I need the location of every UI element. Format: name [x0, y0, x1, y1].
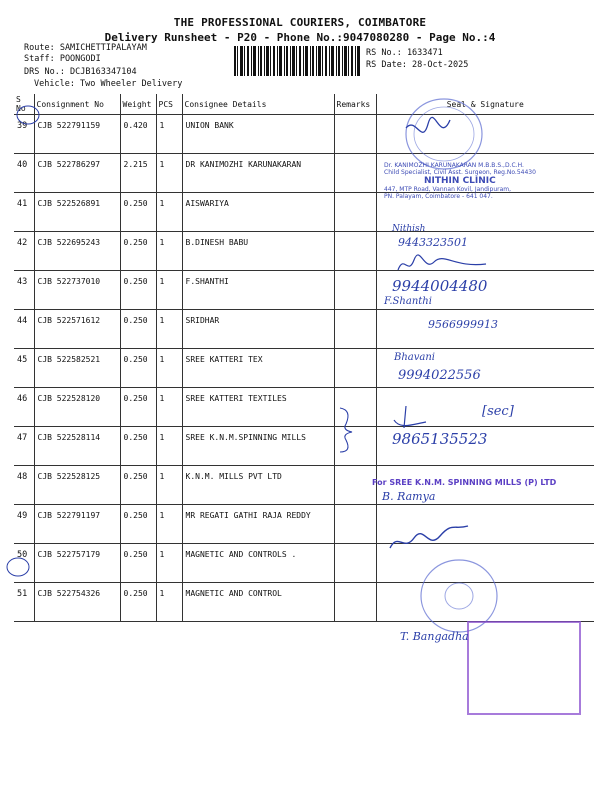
clinic-stamp-addr1: 447, MTP Road, Vannan Kovil, Jandipuram, [384, 186, 512, 193]
knm-company-stamp: For SREE K.N.M. SPINNING MILLS (P) LTD [372, 478, 557, 487]
col-remarks: Remarks [334, 94, 376, 115]
row-weight: 0.250 [120, 232, 156, 271]
row-pcs: 1 [156, 271, 182, 310]
row-weight: 0.420 [120, 115, 156, 154]
clinic-stamp [384, 162, 584, 200]
row-sno: 40 [14, 154, 34, 193]
row-consignment-no: CJB 522571612 [34, 310, 120, 349]
row-consignment-no: CJB 522528114 [34, 427, 120, 466]
sig-41-phone: 9443323501 [398, 236, 468, 249]
clinic-stamp-name: NITHIN CLINIC [424, 176, 496, 186]
runsheet-title: Delivery Runsheet - P20 - Phone No.:9047080280 - Page No.:4 [104, 31, 496, 44]
table-row [14, 232, 594, 271]
rs-number: RS No.: 1633471 [366, 48, 443, 58]
row-consignment-no: CJB 522786297 [34, 154, 120, 193]
row-consignment-no: CJB 522528125 [34, 466, 120, 505]
table-row [14, 583, 594, 622]
row-remarks [334, 349, 376, 388]
row-sno: 42 [14, 232, 34, 271]
row-pcs: 1 [156, 154, 182, 193]
sig-42-signature [394, 252, 494, 278]
row-pcs: 1 [156, 232, 182, 271]
col-seal: Seal & Signature [376, 94, 594, 115]
row-consignee: UNION BANK [182, 115, 334, 154]
row-pcs: 1 [156, 427, 182, 466]
row-consignment-no: CJB 522757179 [34, 544, 120, 583]
rs-date: RS Date: 28-Oct-2025 [366, 60, 469, 70]
circle-mark-39 [14, 104, 44, 130]
barcode [234, 46, 360, 76]
row-pcs: 1 [156, 193, 182, 232]
row-consignee: MR REGATI GATHI RAJA REDDY [182, 505, 334, 544]
row-sno: 48 [14, 466, 34, 505]
drs-label: DRS No.: DCJB163347104 [24, 67, 137, 77]
row-pcs: 1 [156, 544, 182, 583]
clinic-stamp-addr2: PN. Palayam, Coimbatore - 641 047. [384, 193, 493, 200]
row-sno: 51 [14, 583, 34, 622]
table-row [14, 349, 594, 388]
staff-label: Staff: POONGODI [24, 54, 101, 64]
col-consignee: Consignee Details [182, 94, 334, 115]
row-pcs: 1 [156, 388, 182, 427]
table-row [14, 427, 594, 466]
sig-43-phone: 9566999913 [428, 318, 498, 331]
row-consignee: F.SHANTHI [182, 271, 334, 310]
row-consignment-no: CJB 522695243 [34, 232, 120, 271]
row-consignment-no: CJB 522737010 [34, 271, 120, 310]
row-consignee: AISWARIYA [182, 193, 334, 232]
row-weight: 0.250 [120, 583, 156, 622]
row-consignment-no: CJB 522582521 [34, 349, 120, 388]
row-pcs: 1 [156, 466, 182, 505]
row-consignment-no: CJB 522754326 [34, 583, 120, 622]
sig-47-name: B. Ramya [382, 490, 436, 503]
row-pcs: 1 [156, 505, 182, 544]
sig-43-name: F.Shanthi [384, 296, 432, 307]
clinic-stamp-line2: Child Specialist, Civil Asst. Surgeon, Reg.No.54430 [384, 169, 536, 176]
row-weight: 0.250 [120, 271, 156, 310]
row-sno: 46 [14, 388, 34, 427]
sig-42-phone: 9944004480 [392, 277, 488, 295]
row-weight: 0.250 [120, 310, 156, 349]
row-pcs: 1 [156, 583, 182, 622]
row-consignee: MAGNETIC AND CONTROLS . [182, 544, 334, 583]
company-title: THE PROFESSIONAL COURIERS, COIMBATORE [173, 16, 427, 29]
route-label: Route: SAMICHETTIPALAYAM [24, 43, 147, 53]
row-consignment-no: CJB 522526891 [34, 193, 120, 232]
row-weight: 0.250 [120, 544, 156, 583]
row-remarks [334, 544, 376, 583]
sig-50-name: T. Bangadha [400, 630, 469, 643]
table-row [14, 310, 594, 349]
row-remarks [334, 193, 376, 232]
row-weight: 0.250 [120, 427, 156, 466]
row-sno: 49 [14, 505, 34, 544]
row-weight: 0.250 [120, 505, 156, 544]
col-consignment: Consignment No [34, 94, 120, 115]
row-remarks [334, 466, 376, 505]
row-weight: 2.215 [120, 154, 156, 193]
sig-45-note: [sec] [482, 404, 514, 419]
row-pcs: 1 [156, 310, 182, 349]
row-remarks [334, 232, 376, 271]
row-consignment-no: CJB 522791159 [34, 115, 120, 154]
col-sno: S No [14, 94, 34, 115]
row-consignee: B.DINESH BABU [182, 232, 334, 271]
clinic-stamp-line1: Dr. KANIMOZHI KARUNAKARAN M.B.B.S.,D.C.H. [384, 162, 524, 169]
col-pcs: PCS [156, 94, 182, 115]
sig-48-signature [384, 522, 474, 556]
sig-44-phone: 9994022556 [398, 368, 481, 383]
row-consignee: SRIDHAR [182, 310, 334, 349]
row-sno: 41 [14, 193, 34, 232]
row-consignment-no: CJB 522528120 [34, 388, 120, 427]
row-remarks [334, 154, 376, 193]
table-row [14, 544, 594, 583]
row-weight: 0.250 [120, 349, 156, 388]
row-sno: 47 [14, 427, 34, 466]
row-pcs: 1 [156, 349, 182, 388]
table-header-row [14, 94, 594, 115]
sig-46-phone: 9865135523 [392, 430, 488, 448]
row-sno: 50 [14, 544, 34, 583]
row-consignee: DR KANIMOZHI KARUNAKARAN [182, 154, 334, 193]
row-remarks [334, 115, 376, 154]
row-sno: 43 [14, 271, 34, 310]
row-sno: 45 [14, 349, 34, 388]
table-row [14, 505, 594, 544]
row-consignee: MAGNETIC AND CONTROL [182, 583, 334, 622]
row-consignee: SREE KATTERI TEXTILES [182, 388, 334, 427]
vehicle-label: Vehicle: Two Wheeler Delivery [34, 79, 183, 89]
col-weight: Weight [120, 94, 156, 115]
row-remarks [334, 505, 376, 544]
row-pcs: 1 [156, 115, 182, 154]
sig-44-name: Bhavani [394, 352, 436, 363]
row-remarks [334, 271, 376, 310]
table-row [14, 271, 594, 310]
row-weight: 0.250 [120, 388, 156, 427]
circle-mark-49 [4, 555, 34, 581]
row-sno: 44 [14, 310, 34, 349]
row-weight: 0.250 [120, 466, 156, 505]
row-consignment-no: CJB 522791197 [34, 505, 120, 544]
table-row [14, 115, 594, 154]
row-weight: 0.250 [120, 193, 156, 232]
square-stamp [466, 620, 586, 718]
row-remarks [334, 583, 376, 622]
row-consignee: SREE K.N.M.SPINNING MILLS [182, 427, 334, 466]
row-consignee: K.N.M. MILLS PVT LTD [182, 466, 334, 505]
row-remarks [334, 310, 376, 349]
sig-41-name: Nithish [392, 224, 426, 234]
row-sno: 39 [14, 115, 34, 154]
row-consignee: SREE KATTERI TEX [182, 349, 334, 388]
